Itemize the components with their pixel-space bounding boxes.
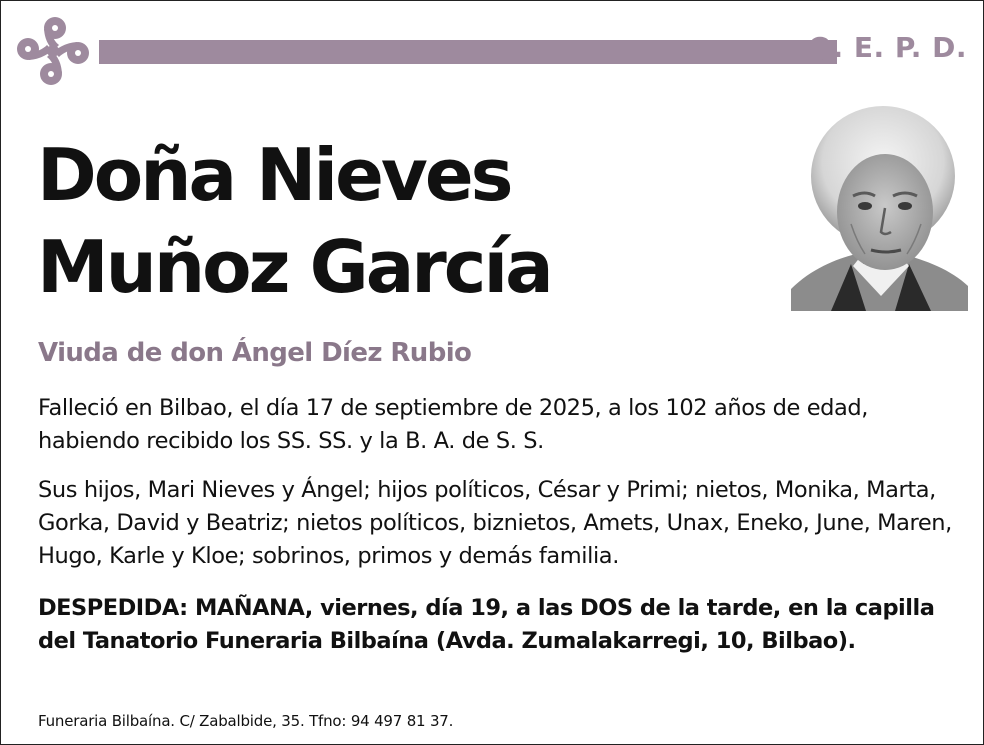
deceased-name <box>37 129 737 313</box>
farewell-text: DESPEDIDA: MAÑANA, viernes, día 19, a las DOS de la tarde, en la capilla del Tanatorio Funeraria Bilbaína (Avda. Zumalakarregi, 10, Bilbao). <box>38 595 935 654</box>
lauburu-icon <box>15 15 91 87</box>
family-text: Sus hijos, Mari Nieves y Ángel; hijos políticos, César y Primi; nietos, Monika, Marta, Gorka, David y Beatriz; nietos políticos, biznietos, Amets, Unax, Eneko, June, Maren, Hugo, Karle y Kloe; sobrinos, primos y demás familia. <box>38 477 952 569</box>
name-line-2: Muñoz García <box>37 225 551 309</box>
qepd-label: Q. E. P. D. <box>808 31 967 64</box>
portrait-photo <box>791 104 968 311</box>
header-bar <box>99 40 837 64</box>
funeral-home-footer: Funeraria Bilbaína. C/ Zabalbide, 35. Tfno: 94 497 81 37. <box>38 712 454 730</box>
relation-subtitle: Viuda de don Ángel Díez Rubio <box>38 338 472 368</box>
name-line-1: Doña Nieves <box>37 133 511 217</box>
death-notice-text: Falleció en Bilbao, el día 17 de septiembre de 2025, a los 102 años de edad, habiendo recibido los SS. SS. y la B. A. de S. S. <box>38 395 869 454</box>
